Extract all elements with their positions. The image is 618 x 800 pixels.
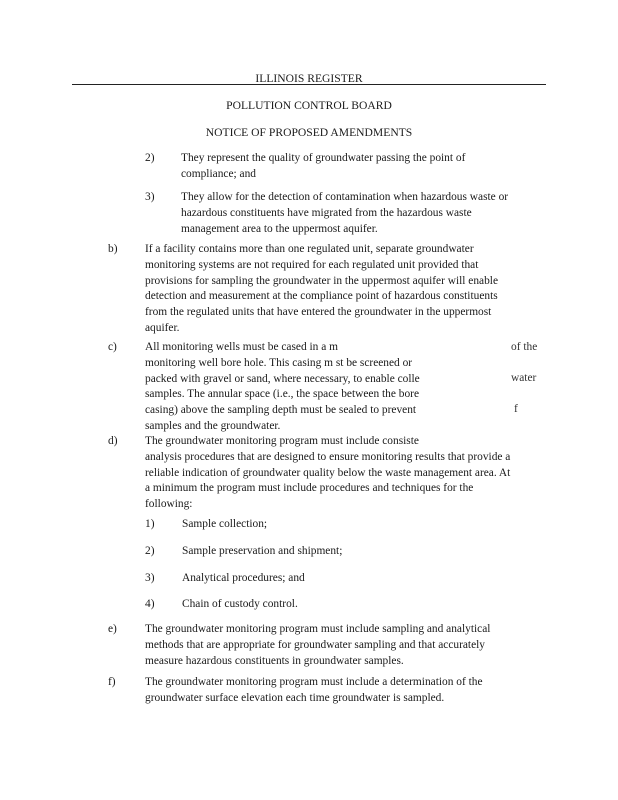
item-c-fragment-1: of the [511,341,538,353]
item-e-number: e) [108,623,117,635]
text-line: monitoring systems are not required for each regulated unit provided that [145,258,479,271]
text-line: measure hazardous constituents in groundwater samples. [145,654,404,667]
item-c-fragment-3: f [514,403,518,415]
sub-item-3-number: 3) [145,572,155,584]
item-c-number: c) [108,341,117,353]
item-3-text [181,190,508,237]
text-line: groundwater surface elevation each time groundwater is sampled. [145,691,445,704]
item-d-number: d) [108,435,118,447]
sub-item-4-text: Chain of custody control. [182,598,298,610]
sub-item-3-text: Analytical procedures; and [182,572,305,584]
register-title: ILLINOIS REGISTER [255,72,363,85]
notice-title: NOTICE OF PROPOSED AMENDMENTS [205,126,413,139]
text-line: The groundwater monitoring program must include sampling and analytical [145,623,491,635]
text-line: compliance; and [181,167,256,180]
text-line: They represent the quality of groundwater passing the point of [181,152,466,164]
board-title: POLLUTION CONTROL BOARD [226,99,392,112]
text-line: reliable indication of groundwater quality below the waste management area. At [145,466,511,479]
text-line: monitoring well bore hole. This casing m st be screened or [145,356,413,369]
item-f-number: f) [108,676,116,688]
text-line: detection and measurement at the compliance point of hazardous constituents [145,290,498,303]
text-line: All monitoring wells must be cased in a m [145,341,338,353]
item-c-text [145,340,420,435]
text-line: provisions for sampling the groundwater in the uppermost aquifer will enable [145,274,499,287]
item-3-number: 3) [145,191,155,203]
header-rule [72,84,546,85]
sub-item-1-number: 1) [145,518,155,530]
item-b-text [145,242,498,337]
item-b-number: b) [108,243,118,255]
item-2-text [181,151,465,183]
item-e-text [145,622,490,669]
text-line: samples and the groundwater. [145,419,281,432]
text-line: They allow for the detection of contamination when hazardous waste or [181,191,509,203]
text-line: following: [145,498,193,511]
text-line: If a facility contains more than one regulated unit, separate groundwater [145,243,474,255]
text-line: from the regulated units that have entered the groundwater in the uppermost [145,306,492,319]
item-c-fragment-2: water [511,372,537,384]
text-line: packed with gravel or sand, where necessary, to enable colle [145,372,420,385]
sub-item-4-number: 4) [145,598,155,610]
text-line: samples. The annular space (i.e., the space between the bore [145,388,419,401]
text-line: management area to the uppermost aquifer. [181,222,378,235]
item-2-number: 2) [145,152,155,164]
sub-item-2-text: Sample preservation and shipment; [182,545,343,557]
text-line: a minimum the program must include procedures and techniques for the [145,482,474,495]
text-line: analysis procedures that are designed to ensure monitoring results that provide a [145,450,511,463]
text-line: The groundwater monitoring program must include a determination of the [145,676,483,688]
sub-item-2-number: 2) [145,545,155,557]
text-line: The groundwater monitoring program must include consiste [145,435,419,447]
text-line: casing) above the sampling depth must be sealed to prevent [145,404,417,417]
item-d-text [145,434,510,513]
item-f-text [145,675,483,707]
text-line: aquifer. [145,321,180,334]
text-line: methods that are appropriate for groundwater sampling and that accurately [145,638,486,651]
sub-item-1-text: Sample collection; [182,518,268,530]
text-line: hazardous constituents have migrated from the hazardous waste [181,206,472,219]
